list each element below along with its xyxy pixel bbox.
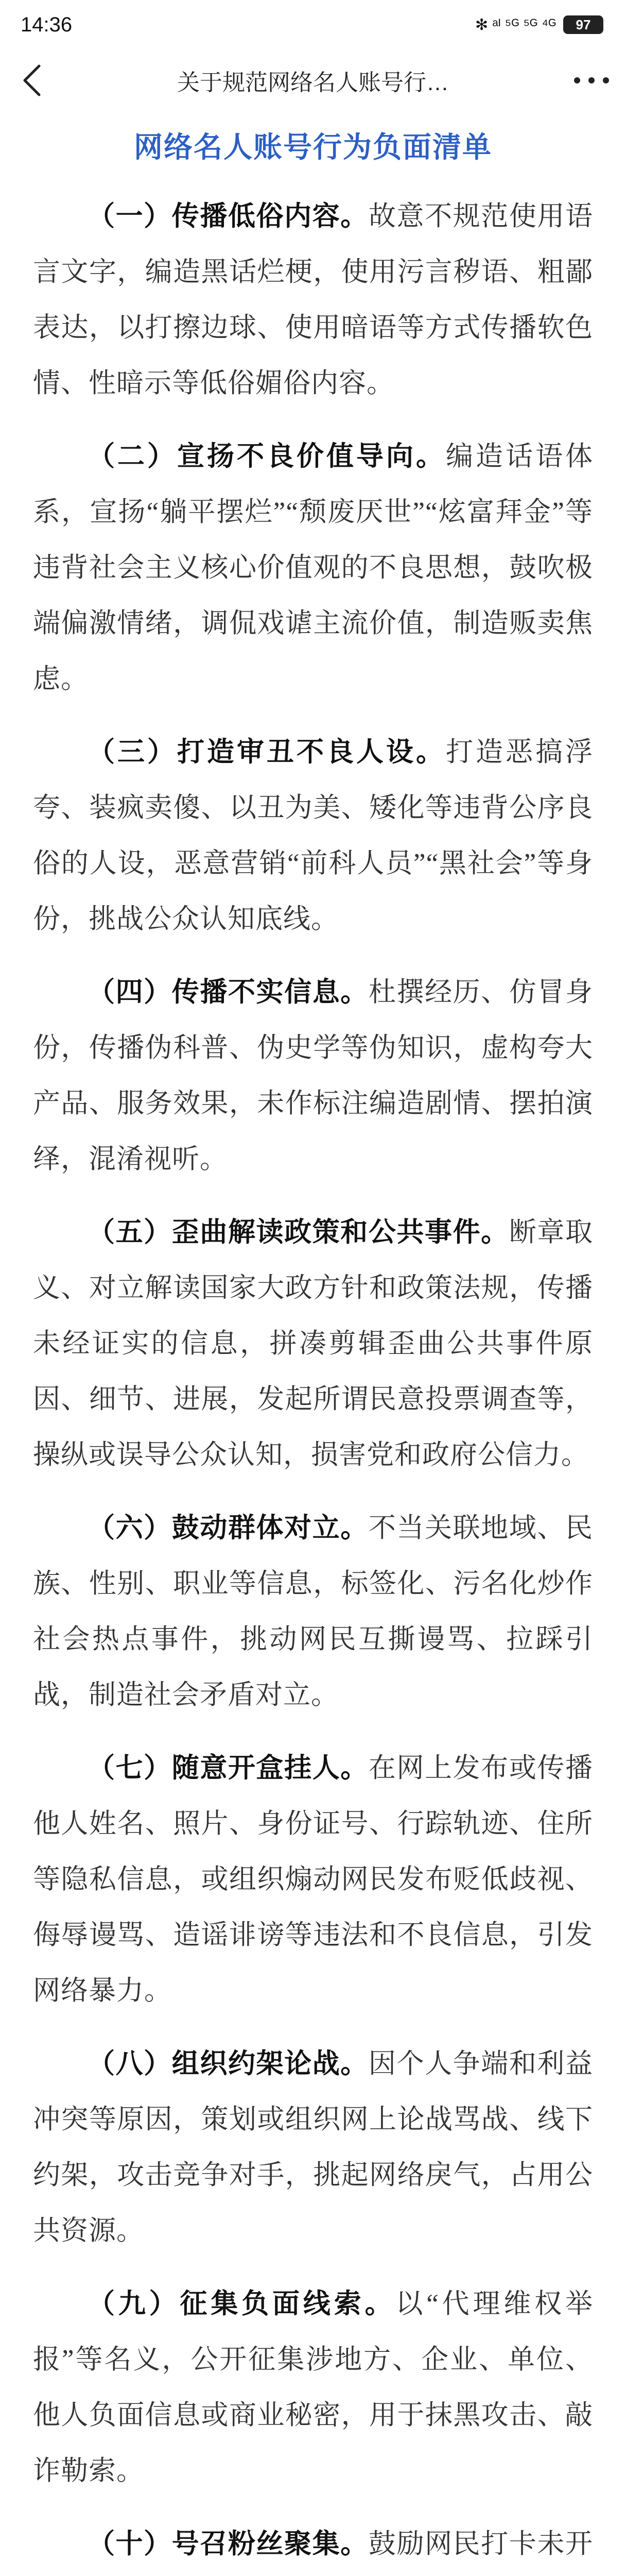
signal-indicators: ✻ ᵃᴵ ⁵ᴳ ⁵ᴳ ⁴ᴳ <box>475 16 556 33</box>
clause-body: 以“代理维权举报”等名义，公开征集涉地方、企业、单位、他人负面信息或商业秘密，用于抹黑攻击、敲诈勒索。 <box>33 2289 593 2486</box>
document-title: 网络名人账号行为负面清单 <box>134 131 492 163</box>
clause-heading: （十）号召粉丝聚集。 <box>88 2529 369 2559</box>
clause-item <box>33 1500 593 1723</box>
nav-bar <box>0 49 626 111</box>
clause-body: 因个人争端和利益冲突等原因，策划或组织网上论战骂战、线下约架，攻击竞争对手，挑起网络戾气，占用公共资源。 <box>33 2049 594 2246</box>
page-title: 关于规范网络名人账号行… <box>177 70 449 95</box>
clause-list <box>33 189 593 2576</box>
clause-item <box>33 964 593 1187</box>
more-dots-icon[interactable] <box>569 61 614 100</box>
clause-heading: （六）鼓动群体对立。 <box>88 1513 369 1543</box>
clause-body: 在网上发布或传播他人姓名、照片、身份证号、行踪轨迹、住所等隐私信息，或组织煽动网民发布贬低歧视、侮辱谩骂、造谣诽谤等违法和不良信息，引发网络暴力。 <box>33 1753 594 2006</box>
clause-heading: （四）传播不实信息。 <box>88 977 369 1007</box>
battery-icon: 97 <box>563 15 603 34</box>
status-time: 14:36 <box>21 13 73 36</box>
clause-item <box>33 724 593 947</box>
clause-heading: （七）随意开盒挂人。 <box>88 1753 369 1783</box>
clause-item <box>33 2036 593 2259</box>
clause-item <box>33 2276 593 2499</box>
clause-item <box>33 1205 593 1483</box>
clause-body: 鼓励网民打卡未开 <box>368 2529 594 2559</box>
chevron-left-icon[interactable] <box>12 61 51 100</box>
clause-heading: （一）传播低俗内容。 <box>88 201 369 231</box>
clause-heading: （二）宣扬不良价值导向。 <box>88 442 446 471</box>
status-indicators <box>475 15 603 34</box>
clause-body: 故意不规范使用语言文字，编造黑话烂梗，使用污言秽语、粗鄙表达，以打擦边球、使用暗语等方式传播软色情、性暗示等低俗媚俗内容。 <box>33 201 594 398</box>
clause-item <box>33 429 593 707</box>
clause-heading: （九）征集负面线索。 <box>88 2289 396 2319</box>
clause-item <box>33 189 593 411</box>
clause-item <box>33 1740 593 2019</box>
clause-body: 打造恶搞浮夸、装疯卖傻、以丑为美、矮化等违背公序良俗的人设，恶意营销“前科人员”“黑社会”等身份，挑战公众认知底线。 <box>33 737 593 934</box>
clause-item <box>33 2516 593 2576</box>
clause-heading: （八）组织约架论战。 <box>88 2049 369 2079</box>
clause-body: 杜撰经历、仿冒身份，传播伪科普、伪史学等伪知识，虚构夸大产品、服务效果，未作标注编造剧情、摆拍演绎，混淆视听。 <box>33 977 594 1174</box>
clause-heading: （五）歪曲解读政策和公共事件。 <box>88 1217 509 1247</box>
article-content <box>0 111 626 2576</box>
clause-body: 断章取义、对立解读国家大政方针和政策法规，传播未经证实的信息，拼凑剪辑歪曲公共事件原因、细节、进展，发起所谓民意投票调查等，操纵或误导公众认知，损害党和政府公信力。 <box>33 1217 594 1470</box>
clause-body: 编造话语体系，宣扬“躺平摆烂”“颓废厌世”“炫富拜金”等违背社会主义核心价值观的不良思想，鼓吹极端偏激情绪，调侃戏谑主流价值，制造贩卖焦虑。 <box>33 442 593 694</box>
status-bar <box>0 0 626 49</box>
clause-body: 不当关联地域、民族、性别、职业等信息，标签化、污名化炒作社会热点事件，挑动网民互撕谩骂、拉踩引战，制造社会矛盾对立。 <box>33 1513 594 1710</box>
clause-heading: （三）打造审丑不良人设。 <box>88 737 446 767</box>
